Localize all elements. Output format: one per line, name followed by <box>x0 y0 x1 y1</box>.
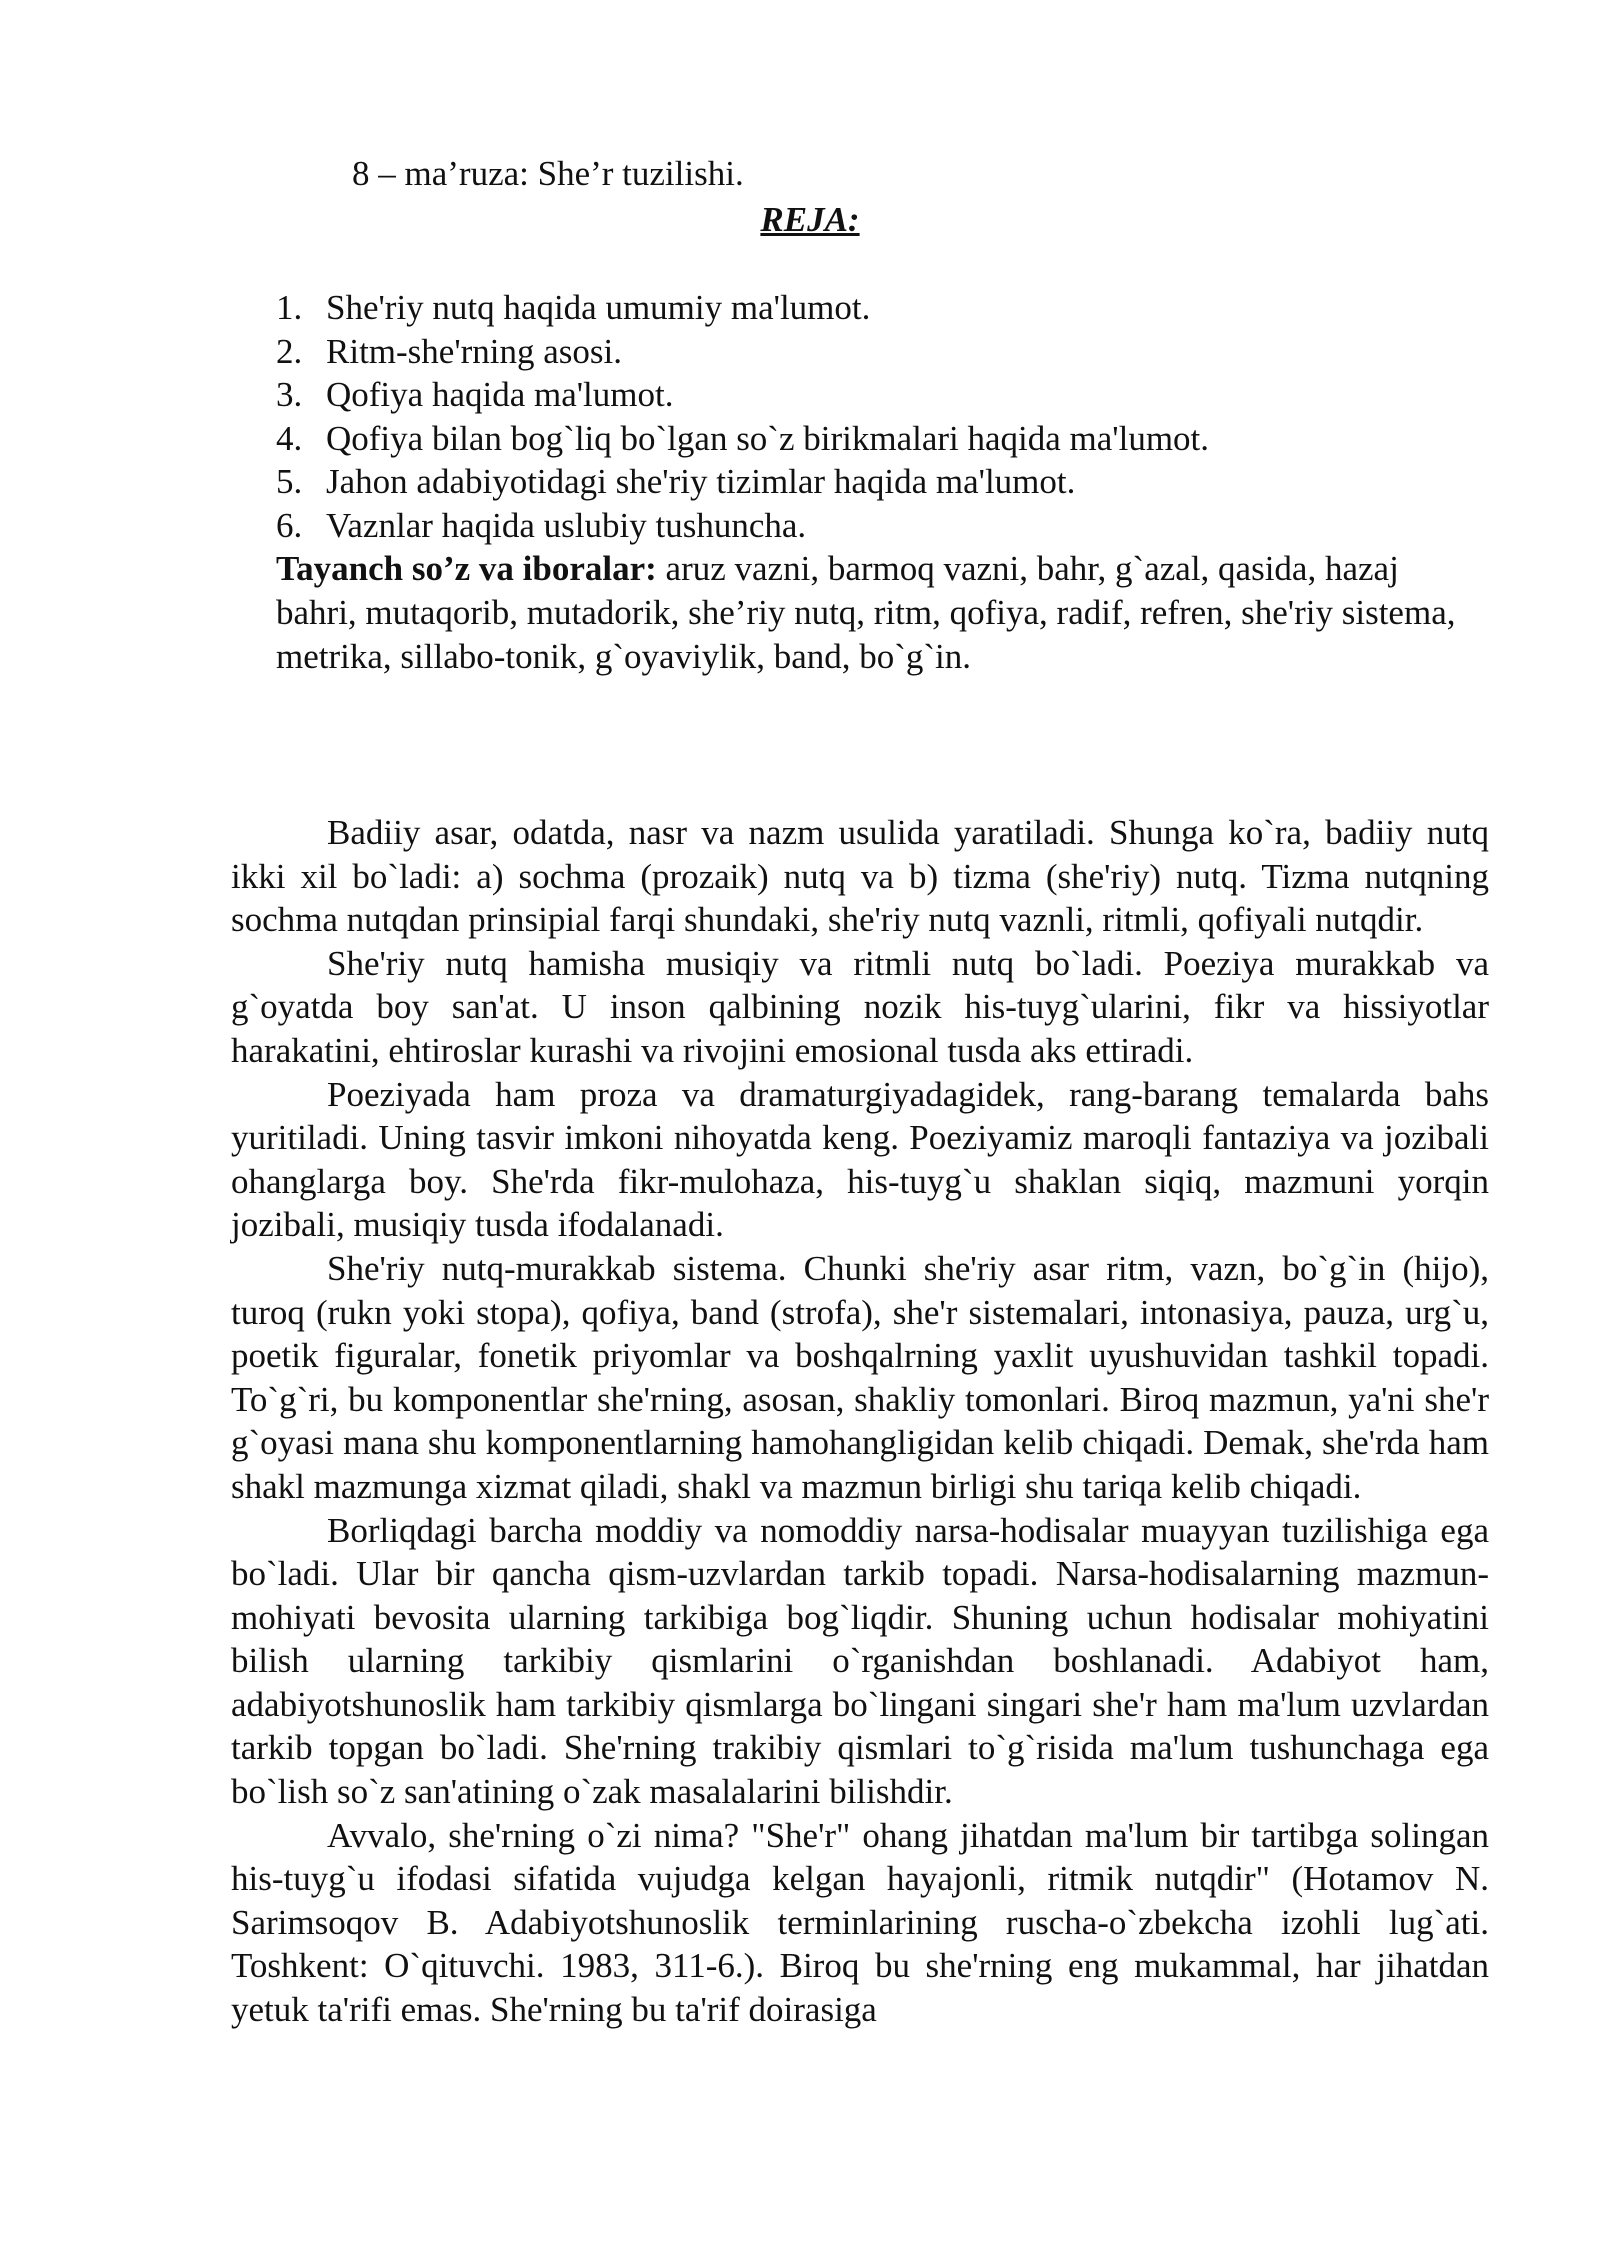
keywords-text: aruz vazni, barmoq vazni, bahr, g`azal, qasida, hazaj bahri, mutaqorib, mutadorik, she’riy nutq, ritm, qofiya, radif, refren, she'riy sistema, metrika, sillabo-tonik, g`oyaviylik, band, bo`g`in. <box>276 549 1456 676</box>
body-paragraph: Badiiy asar, odatda, nasr va nazm usulida yaratiladi. Shunga ko`ra, badiiy nutq ikki xil bo`ladi: a) sochma (prozaik) nutq va b) tizma (she'riy) nutq. Tizma nutqning sochma nutqdan prinsipial farqi shundaki, she'riy nutq vaznli, ritmli, qofiyali nutqdir. <box>231 813 1489 940</box>
plan-item-number: 4. <box>276 418 303 458</box>
plan-item <box>276 373 1526 417</box>
lecture-title: 8 – ma’ruza: She’r tuzilishi. <box>352 154 744 193</box>
plan-item <box>276 504 1526 548</box>
plan-item-text: Jahon adabiyotidagi she'riy tizimlar haqida ma'lumot. <box>326 462 1076 501</box>
plan-item-text: She'riy nutq haqida umumiy ma'lumot. <box>326 288 871 327</box>
body-text <box>231 811 1489 2032</box>
plan-item-number: 5. <box>276 462 303 501</box>
plan-item-number: 3. <box>276 375 303 414</box>
keywords-label: Tayanch so’z va iboralar: <box>276 549 657 588</box>
plan-item <box>276 460 1526 504</box>
plan-item <box>276 417 1526 461</box>
plan-item-text: Ritm-she'rning asosi. <box>326 331 623 371</box>
plan-item-text: Vaznlar haqida uslubiy tushuncha. <box>326 505 807 545</box>
body-paragraph: Poeziyada ham proza va dramaturgiyadagidek, rang-barang temalarda bahs yuritiladi. Uning tasvir imkoni nihoyatda keng. Poeziyamiz maroqli fantaziya va jozibali ohanglarga boy. She'rda fikr-mulohaza, his-tuyg`u shaklan siqiq, mazmuni yorqin jozibali, musiqiy tusda ifodalanadi. <box>231 1074 1489 1245</box>
plan-item <box>276 330 1526 374</box>
body-paragraph: She'riy nutq-murakkab sistema. Chunki she'riy asar ritm, vazn, bo`g`in (hijo), turoq (rukn yoki stopa), qofiya, band (strofa), she'r sistemalari, intonasiya, pauza, urg`u, poetik figuralar, fonetik priyomlar va boshqalrning yaxlit uyushuvidan tashkil topadi. To`g`ri, bu komponentlar she'rning, asosan, shakliy tomonlari. Biroq mazmun, ya'ni she'r g`oyasi mana shu komponentlarning hamohangligidan kelib chiqadi. Demak, she'rda ham shakl mazmunga xizmat qiladi, shakl va mazmun birligi shu tariqa kelib chiqadi. <box>231 1248 1489 1506</box>
plan-item-text: Qofiya haqida ma'lumot. <box>326 375 674 414</box>
plan-heading: REJA: <box>760 200 860 239</box>
body-paragraph: Borliqdagi barcha moddiy va nomoddiy narsa-hodisalar muayyan tuzilishiga ega bo`ladi. Ular bir qancha qism-uzvlardan tarkib topadi. Narsa-hodisalarning mazmun-mohiyati bevosita ularning tarkibiga bog`liqdir. Shuning uchun hodisalar mohiyatini bilish ularning tarkibiy qismlarini o`rganishdan boshlanadi. Adabiyot ham, adabiyotshunoslik ham tarkibiy qismlarga bo`lingani singari she'r ham ma'lum uzvlardan tarkib topgan bo`ladi. She'rning trakibiy qismlari to`g`risida ma'lum tushunchaga ega bo`lish so`z san'atining o`zak masalalarini bilishdir. <box>231 1510 1489 1812</box>
body-paragraph: She'riy nutq hamisha musiqiy va ritmli nutq bo`ladi. Poeziya murakkab va g`oyatda boy san'at. U inson qalbining nozik his-tuyg`ularini, fikr va hissiyotlar harakatini, ehtiroslar kurashi va rivojini emosional tusda aks ettiradi. <box>231 943 1489 1070</box>
keywords-block <box>276 547 1486 679</box>
plan-item-text: Qofiya bilan bog`liq bo`lgan so`z birikmalari haqida ma'lumot. <box>326 418 1210 458</box>
plan-item-number: 6. <box>276 505 303 545</box>
plan-item-number: 1. <box>276 288 303 327</box>
plan-item <box>276 286 1526 330</box>
body-paragraph: Avvalo, she'rning o`zi nima? "She'r" ohang jihatdan ma'lum bir tartibga solingan his-tuyg`u ifodasi sifatida vujudga kelgan hayajonli, ritmik nutqdir" (Hotamov N. Sarimsoqov B. Adabiyotshunoslik terminlarining ruscha-o`zbekcha izohli lug`ati. Toshkent: O`qituvchi. 1983, 311-6.). Biroq bu she'rning eng mukammal, har jihatdan yetuk ta'rifi emas. She'rning bu ta'rif doirasiga <box>231 1815 1489 2030</box>
plan-item-number: 2. <box>276 331 303 371</box>
plan-list <box>276 286 1526 547</box>
